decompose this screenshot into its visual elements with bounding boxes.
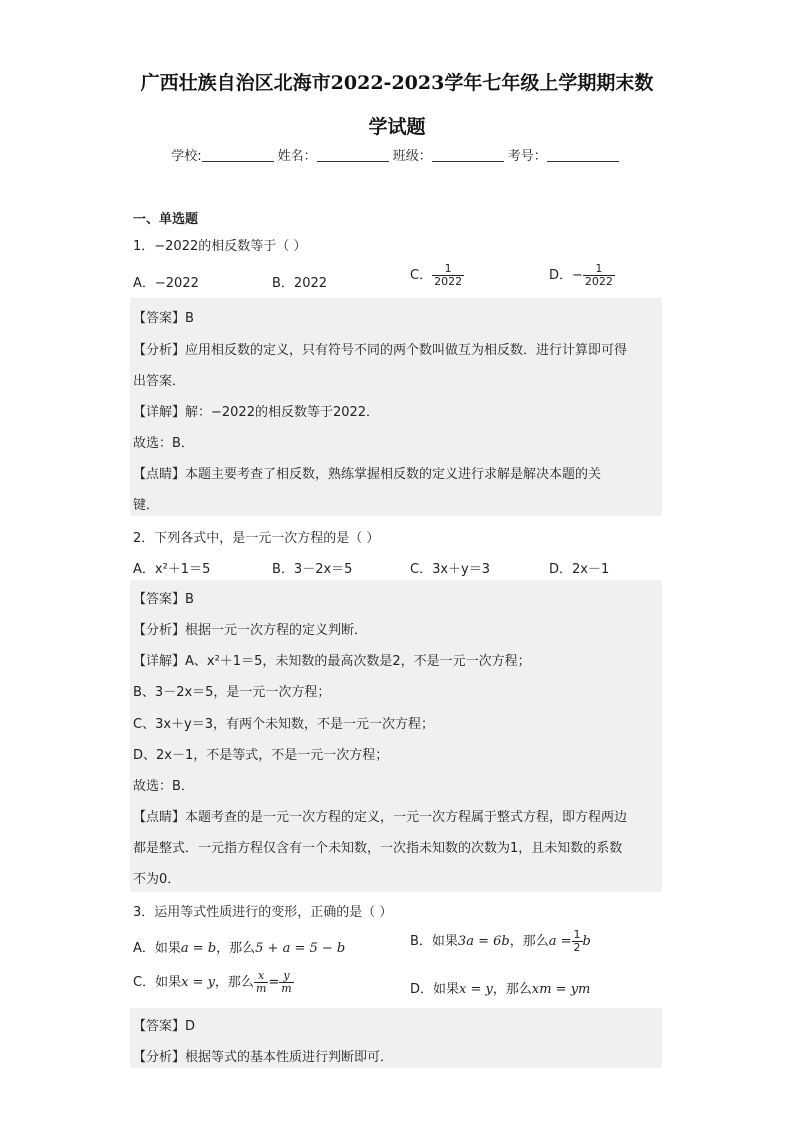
q1-stem: 1．−2022的相反数等于（ ） — [133, 239, 307, 254]
q3-option-a-result: 5 + a = 5 − b — [255, 941, 346, 956]
q3-stem: 3．运用等式性质进行的变形，正确的是（ ） — [133, 905, 393, 920]
school-blank — [202, 149, 274, 162]
q1-option-b: B．2022 — [272, 276, 328, 291]
q1-option-d — [549, 263, 615, 288]
fraction-numerator: x — [258, 969, 265, 982]
q3-option-d-condition: x = y — [459, 982, 493, 997]
q3-option-b — [410, 929, 591, 954]
q2-comment-cont: 都是整式．一元指方程仅含有一个未知数，一次指未知数的次数为1，且未知数的系数 — [133, 841, 623, 856]
name-blank — [317, 149, 389, 162]
q3-option-d-then: ，那么 — [492, 982, 532, 997]
fraction-numerator: y — [283, 969, 290, 982]
q2-choose: 故选：B． — [133, 779, 194, 794]
fraction-denominator: 2022 — [434, 275, 463, 288]
fraction-numerator: 1 — [573, 928, 581, 941]
q2-detail-c: C、3x＋y＝3，有两个未知数，不是一元一次方程； — [133, 717, 435, 732]
q3-option-d-label: D．如果 — [410, 982, 460, 997]
q2-option-d: D．2x－1 — [549, 562, 610, 577]
q1-choose: 故选：B． — [133, 436, 194, 451]
class-label: 班级： — [392, 149, 432, 164]
q1-detail: 【详解】解：−2022的相反数等于2022． — [133, 405, 380, 420]
q1-option-a: A．−2022 — [133, 276, 199, 291]
class-blank — [432, 149, 504, 162]
q3-option-d — [410, 978, 590, 997]
q3-option-b-result: a = — [548, 934, 572, 949]
q3-option-c-equals: = — [268, 975, 280, 990]
q2-analysis: 【分析】根据一元一次方程的定义判断． — [133, 623, 368, 638]
q3-answer: 【答案】D — [133, 1019, 196, 1034]
q2-option-a: A．x²＋1＝5 — [133, 562, 211, 577]
q2-answer: 【答案】B — [133, 592, 194, 607]
q2-detail: 【详解】A、x²＋1＝5，未知数的最高次数是2，不是一元一次方程； — [133, 654, 531, 669]
q1-option-c-fraction — [432, 263, 464, 288]
section-heading: 一、单选题 — [133, 212, 199, 227]
q3-analysis: 【分析】根据等式的基本性质进行判断即可． — [133, 1050, 394, 1065]
q1-option-c — [410, 263, 464, 288]
q3-option-c-condition: x = y — [181, 975, 215, 990]
q1-comment: 【点睛】本题主要考查了相反数，熟练掌握相反数的定义进行求解是解决本题的关 — [133, 467, 602, 482]
q2-detail-b: B、3－2x＝5，是一元一次方程； — [133, 685, 331, 700]
q3-option-b-result-var: b — [582, 934, 591, 949]
q2-option-c: C．3x＋y＝3 — [410, 562, 491, 577]
q1-comment-cont: 键． — [133, 498, 160, 513]
q3-option-d-result: xm = ym — [531, 982, 591, 997]
q3-option-c-fraction-left — [254, 970, 268, 995]
q1-analysis-cont: 出答案． — [133, 374, 186, 389]
fraction-denominator: 2 — [573, 941, 581, 954]
q2-comment: 【点睛】本题考查的是一元一次方程的定义，一元一次方程属于整式方程，即方程两边 — [133, 810, 628, 825]
q3-option-a-condition: a = b — [180, 941, 217, 956]
exam-no-blank — [547, 149, 619, 162]
fraction-numerator: 1 — [444, 262, 452, 275]
q1-option-d-fraction — [583, 263, 615, 288]
q2-detail-d: D、2x－1，不是等式，不是一元一次方程； — [133, 748, 389, 763]
q2-comment-end: 不为0． — [133, 872, 181, 887]
school-label: 学校: — [171, 149, 202, 164]
q1-option-d-label: D．− — [549, 268, 583, 283]
q1-analysis: 【分析】应用相反数的定义，只有符号不同的两个数叫做互为相反数．进行计算即可得 — [133, 343, 628, 358]
q3-option-b-condition: 3a = 6b — [457, 934, 510, 949]
q3-option-c-then: ，那么 — [214, 975, 254, 990]
fraction-numerator: 1 — [595, 262, 603, 275]
q2-option-b: B．3－2x＝5 — [272, 562, 353, 577]
q3-option-c-label: C．如果 — [133, 975, 182, 990]
q1-option-c-label: C． — [410, 268, 433, 283]
q3-option-b-fraction — [572, 929, 583, 954]
fraction-denominator: m — [281, 982, 292, 995]
q3-option-c-fraction-right — [279, 970, 293, 995]
q3-option-a-label: A．如果 — [133, 941, 181, 956]
fraction-denominator: 2022 — [584, 275, 613, 288]
fraction-denominator: m — [255, 982, 267, 995]
exam-no-label: 考号： — [507, 149, 547, 164]
name-label: 姓名： — [277, 149, 317, 164]
q3-option-c — [133, 970, 294, 995]
q1-answer: 【答案】B — [133, 311, 194, 326]
q3-option-b-label: B．如果 — [410, 934, 458, 949]
student-info-line — [0, 145, 794, 164]
q3-option-a — [133, 937, 345, 956]
q3-option-b-then: ，那么 — [509, 934, 549, 949]
page-title-continued: 学试题 — [368, 116, 426, 138]
q2-stem: 2．下列各式中，是一元一次方程的是（ ） — [133, 531, 380, 546]
page-title: 广西壮族自治区北海市2022-2023学年七年级上学期期末数 — [140, 72, 654, 94]
q3-option-a-then: ，那么 — [216, 941, 256, 956]
